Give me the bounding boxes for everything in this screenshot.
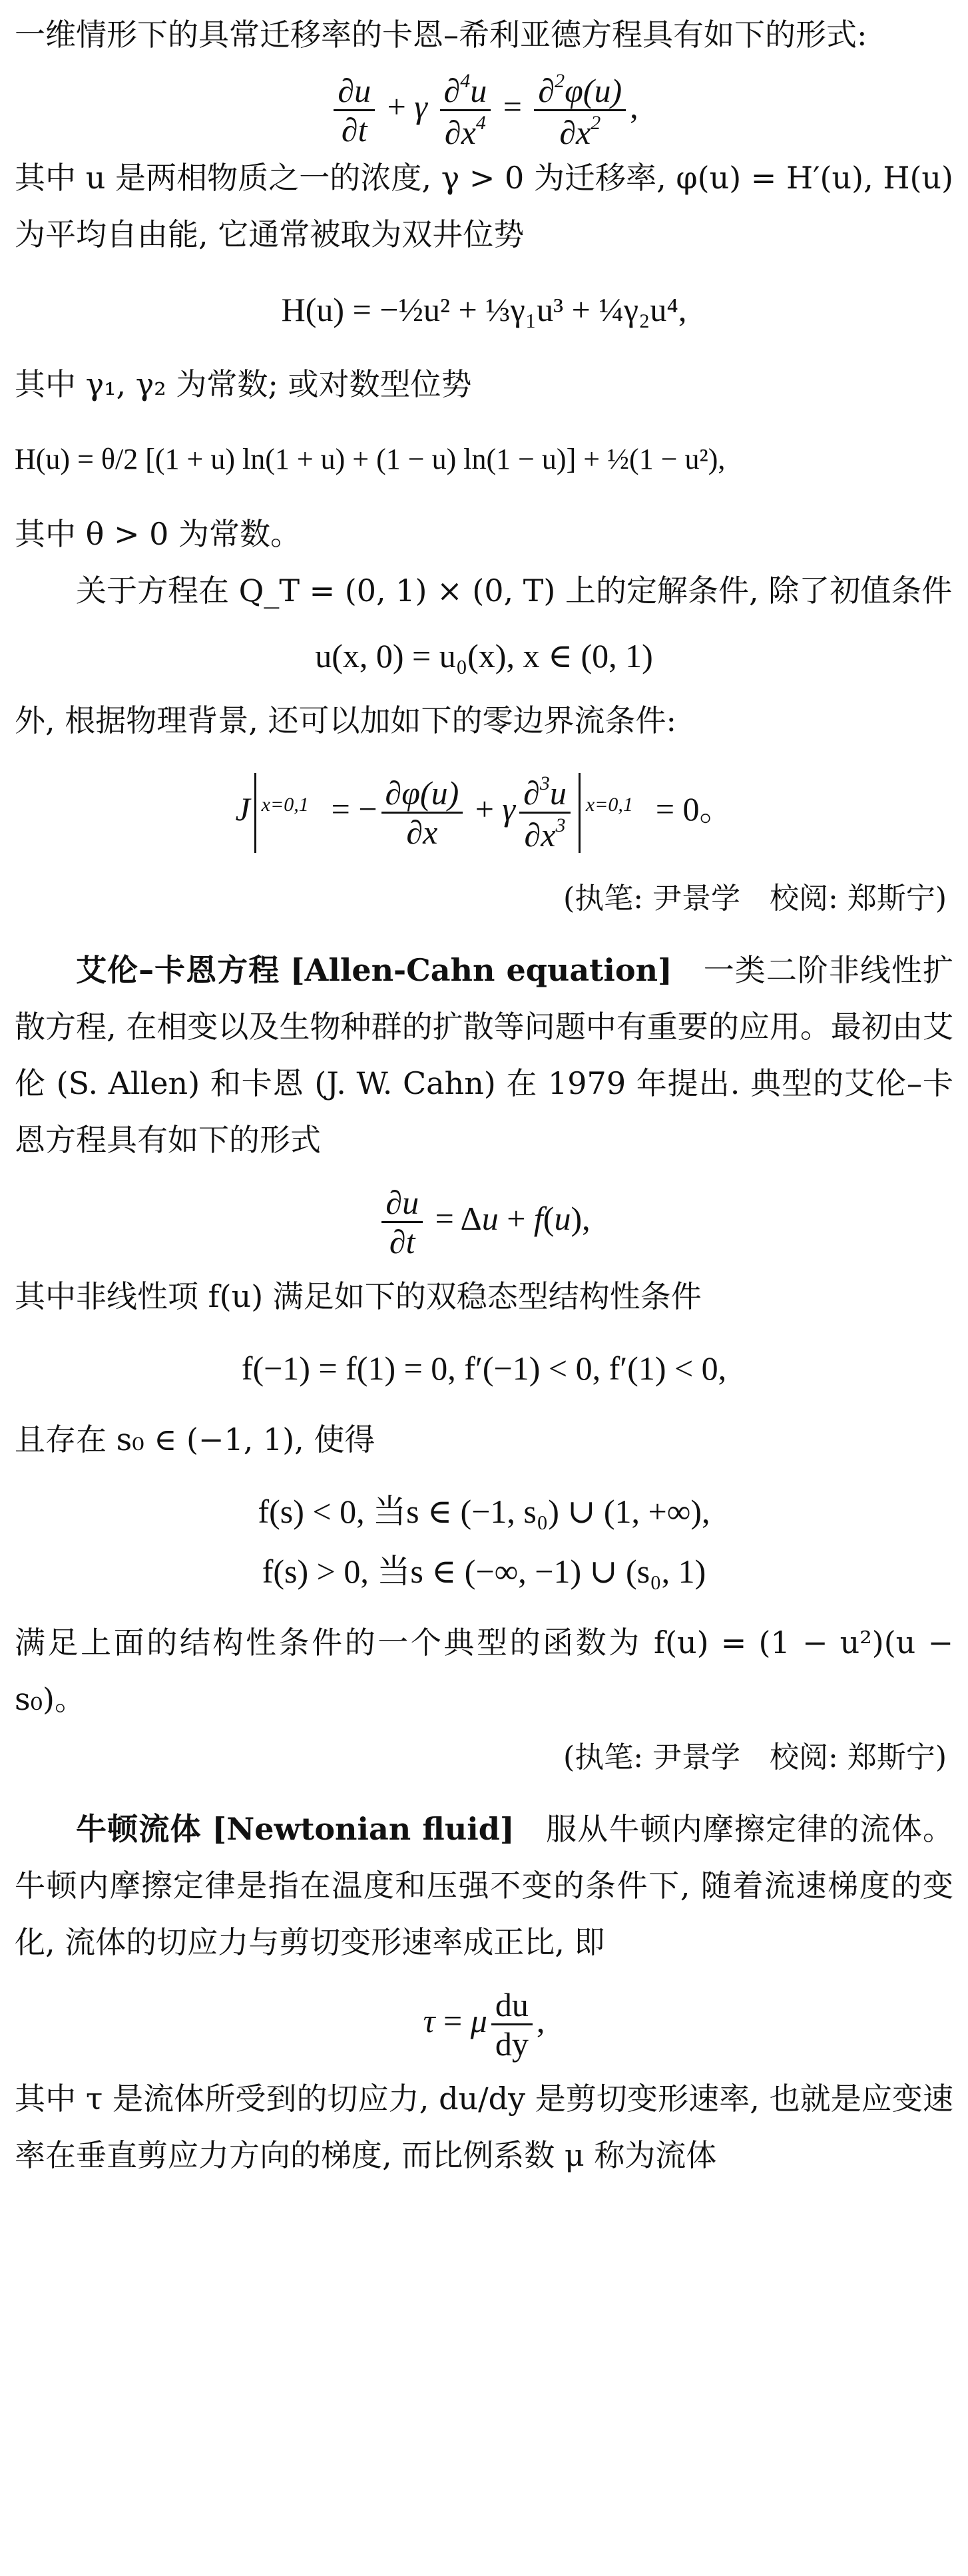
newtonian-fluid-after-text: 其中 τ 是流体所受到的切应力, du/dy 是剪切变形速率, 也就是应变速率在垂直剪应力方向的梯度, 而比例系数 μ 称为流体 xyxy=(15,2081,953,2173)
ch-intro: 一维情形下的具常迁移率的卡恩–希利亚德方程具有如下的形式: xyxy=(15,17,867,53)
ch-main-equation: $\frac{\partial u}{\partial t}$ + γ $\frac{\partial^4u}{\partial x^4}$ = $\frac{\partial^2\varphi(u)}{\partial x^2}$ , xyxy=(15,63,953,150)
newtonian-fluid-title: 牛顿流体 xyxy=(76,1811,202,1847)
allen-cahn-description: 一类二阶非线性扩散方程, 在相变以及生物种群的扩散等问题中有重要的应用。最初由艾伦 (S. Allen) 和卡恩 (J. W. Cahn) 在 1979 年提出. 典型的艾伦–卡恩方程具有如下的形式 xyxy=(15,952,954,1158)
ch-variables-text: 其中 u 是两相物质之一的浓度, γ > 0 为迁移率, φ(u) = H′(u), H(u) 为平均自由能, 它通常被取为双井位势 xyxy=(15,160,953,252)
ch-signature: (执笔: 尹景学 校阅: 郑斯宁) xyxy=(563,882,947,915)
newtonian-fluid-title-en: [Newtonian fluid] xyxy=(212,1811,515,1847)
allen-cahn-signature: (执笔: 尹景学 校阅: 郑斯宁) xyxy=(563,1740,947,1774)
allen-cahn-main-equation: $\frac{\partial u}{\partial t}$ = Δu + f(u), xyxy=(15,1168,953,1268)
ch-initial-condition: u(x, 0) = u₀(x), x ∈ (0, 1) xyxy=(315,637,653,674)
allen-cahn-bistable-condition: f(−1) = f(1) = 0, f′(−1) < 0, f′(1) < 0, xyxy=(241,1350,727,1387)
ch-double-well-equation: H(u) = −½u² + ⅓γ₁u³ + ¼γ₂u⁴, xyxy=(281,291,687,328)
ch-boundary-equation: J x=0,1 = − $\frac{\partial\varphi(u)}{\partial x}$ + γ $\frac{\partial^3u}{\partial x^3}$ x=0,1 = 0。 xyxy=(235,772,733,854)
ch-constants-text: 其中 γ₁, γ₂ 为常数; 或对数型位势 xyxy=(15,366,472,402)
allen-cahn-case-negative: f(s) < 0, 当s ∈ (−1, s₀) ∪ (1, +∞), xyxy=(258,1493,710,1530)
ch-log-potential-equation: H(u) = θ/2 [(1 + u) ln(1 + u) + (1 − u) ln(1 − u)] + ½(1 − u²), xyxy=(15,443,726,475)
newtonian-fluid-equation: τ = μ $\frac{du}{dy}$ , xyxy=(423,1985,545,2063)
newtonian-fluid-description: 服从牛顿内摩擦定律的流体。牛顿内摩擦定律是指在温度和压强不变的条件下, 随着流速梯度的变化, 流体的切应力与剪切变形速率成正比, 即 xyxy=(15,1811,954,1960)
allen-cahn-case-positive: f(s) > 0, 当s ∈ (−∞, −1) ∪ (s₀, 1) xyxy=(262,1553,706,1590)
allen-cahn-entry xyxy=(15,942,953,1168)
allen-cahn-title: 艾伦–卡恩方程 xyxy=(76,952,280,988)
newtonian-fluid-entry xyxy=(15,1801,953,1971)
allen-cahn-exists-text: 且存在 s₀ ∈ (−1, 1), 使得 xyxy=(15,1421,375,1457)
ch-boundary-text: 外, 根据物理背景, 还可以加如下的零边界流条件: xyxy=(15,702,676,738)
allen-cahn-condition-text: 其中非线性项 f(u) 满足如下的双稳态型结构性条件 xyxy=(15,1278,702,1314)
allen-cahn-title-en: [Allen-Cahn equation] xyxy=(290,952,672,988)
allen-cahn-example-text: 满足上面的结构性条件的一个典型的函数为 f(u) = (1 − u²)(u − s₀)。 xyxy=(15,1625,953,1717)
ch-conditions-text: 关于方程在 Q_T = (0, 1) × (0, T) 上的定解条件, 除了初值条件 xyxy=(76,573,953,609)
ch-theta-text: 其中 θ > 0 为常数。 xyxy=(15,516,301,552)
